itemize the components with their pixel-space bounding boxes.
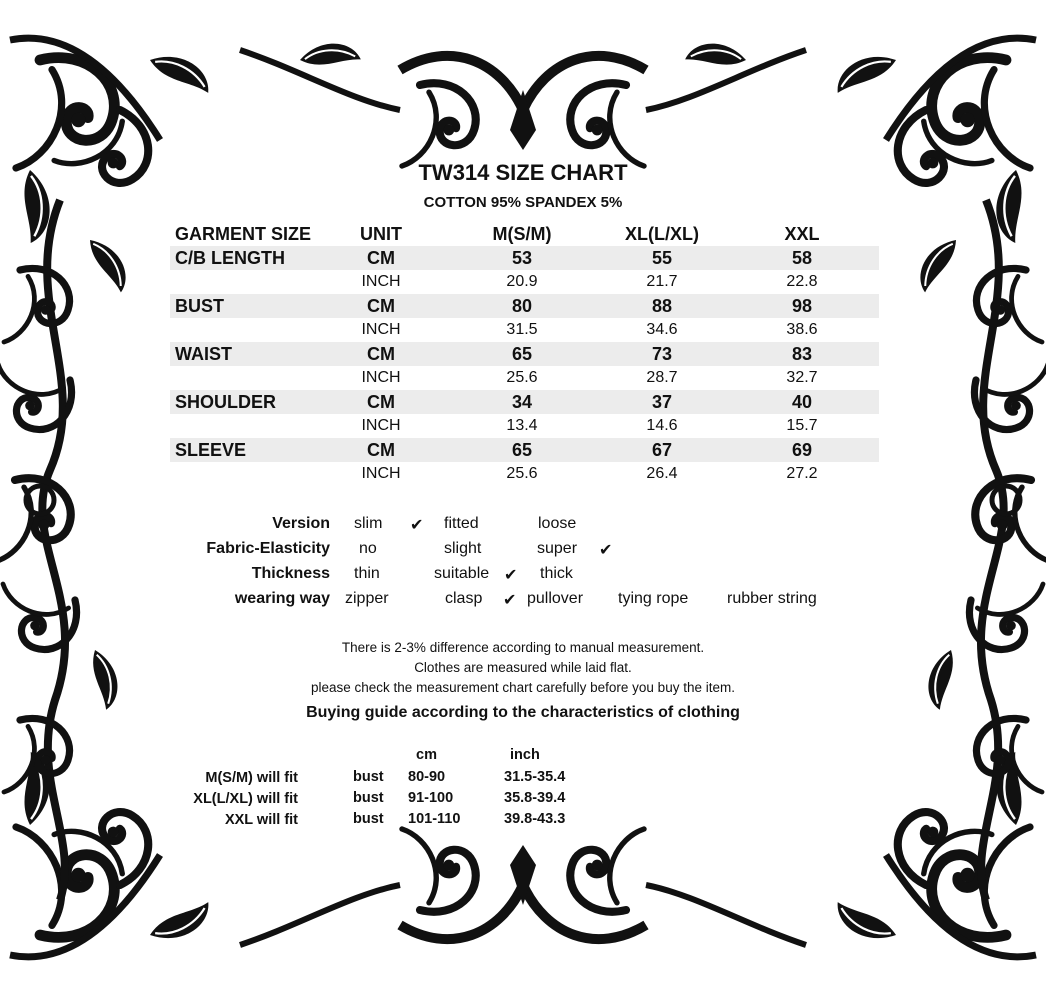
frame-corner-bottom-right (830, 752, 1036, 957)
value-cm: 80 (511, 296, 533, 316)
attr-elasticity-option: slight (444, 540, 482, 557)
value-inch: 31.5 (506, 321, 538, 338)
unit-cm: CM (367, 392, 395, 412)
unit-cm: CM (367, 344, 395, 364)
attr-version-label: Version (272, 515, 330, 532)
value-cm: 69 (791, 440, 813, 460)
attr-wearing-option: pullover (527, 590, 584, 607)
guide-size-label: XXL will fit (224, 812, 298, 828)
guide-range-inch: 35.8-39.4 (504, 790, 566, 806)
value-inch: 26.4 (646, 465, 678, 482)
value-cm: 67 (651, 440, 673, 460)
table-row (170, 414, 879, 438)
check-mark-icon: ✔ (410, 517, 424, 534)
attr-wearing-option: rubber string (727, 590, 817, 607)
guide-header-cm: cm (416, 747, 437, 763)
attr-wearing-option: clasp (445, 590, 483, 607)
attr-thickness-label: Thickness (251, 565, 330, 582)
guide-size-label: M(S/M) will fit (205, 770, 298, 786)
value-cm: 37 (651, 392, 673, 412)
table-row (170, 270, 879, 294)
value-inch: 28.7 (646, 369, 678, 386)
table-header-row (170, 222, 879, 246)
measurement-label: C/B LENGTH (175, 248, 285, 268)
header-garment-size: GARMENT SIZE (175, 224, 312, 244)
attr-wearing-option: zipper (345, 590, 389, 607)
value-cm: 98 (791, 296, 813, 316)
value-inch: 22.8 (786, 273, 818, 290)
guide-range-cm: 101-110 (408, 811, 461, 827)
value-cm: 73 (651, 344, 673, 364)
attr-wearing-label: wearing way (234, 590, 330, 607)
guide-size-label: XL(L/XL) will fit (193, 791, 298, 807)
value-cm: 34 (511, 392, 533, 412)
guide-range-cm: 91-100 (408, 790, 454, 806)
value-cm: 53 (511, 248, 533, 268)
check-mark-icon: ✔ (504, 567, 518, 584)
table-row (170, 294, 879, 318)
value-cm: 88 (651, 296, 673, 316)
guide-range-inch: 39.8-43.3 (504, 811, 566, 827)
value-inch: 38.6 (786, 321, 818, 338)
check-mark-icon: ✔ (503, 592, 517, 609)
value-cm: 65 (511, 440, 533, 460)
attr-version-option: slim (354, 515, 383, 532)
measurement-label: SHOULDER (175, 392, 277, 412)
buying-guide-title: Buying guide according to the characteristics of clothing (306, 704, 740, 721)
measurement-note: Clothes are measured while laid flat. (414, 660, 632, 675)
value-inch: 21.7 (646, 273, 678, 290)
table-row (170, 462, 879, 486)
guide-range-cm: 80-90 (408, 769, 446, 785)
guide-part: bust (353, 811, 384, 827)
unit-inch: INCH (361, 321, 401, 338)
attr-version-option: fitted (444, 515, 479, 532)
attr-thickness-option: suitable (434, 565, 490, 582)
measurement-label: WAIST (175, 344, 232, 364)
attr-thickness-option: thin (354, 565, 380, 582)
attr-elasticity-option: super (537, 540, 578, 557)
fabric-composition: COTTON 95% SPANDEX 5% (423, 194, 623, 211)
unit-inch: INCH (361, 273, 401, 290)
guide-range-inch: 31.5-35.4 (504, 769, 566, 785)
measurement-label: BUST (175, 296, 224, 316)
guide-header-inch: inch (510, 747, 540, 763)
unit-inch: INCH (361, 417, 401, 434)
attr-elasticity-label: Fabric-Elasticity (206, 540, 330, 557)
unit-cm: CM (367, 296, 395, 316)
value-inch: 25.6 (506, 465, 538, 482)
value-inch: 32.7 (786, 369, 818, 386)
unit-cm: CM (367, 248, 395, 268)
table-row (170, 366, 879, 390)
table-row (170, 342, 879, 366)
unit-cm: CM (367, 440, 395, 460)
value-cm: 55 (651, 248, 673, 268)
unit-inch: INCH (361, 369, 401, 386)
value-inch: 34.6 (646, 321, 678, 338)
table-row (170, 390, 879, 414)
value-inch: 15.7 (786, 417, 818, 434)
value-inch: 20.9 (506, 273, 538, 290)
frame-right-vine (909, 200, 1046, 900)
guide-part: bust (353, 790, 384, 806)
check-mark-icon: ✔ (599, 542, 613, 559)
value-cm: 40 (791, 392, 813, 412)
header-size-m: M(S/M) (492, 224, 552, 244)
frame-bottom-center-ornament (240, 829, 806, 945)
chart-title: TW314 SIZE CHART (418, 160, 628, 185)
measurement-label: SLEEVE (175, 440, 247, 460)
table-row (170, 246, 879, 270)
frame-top-center-ornament (240, 39, 806, 166)
measurement-note: There is 2-3% difference according to manual measurement. (341, 640, 705, 655)
value-cm: 83 (791, 344, 813, 364)
attr-version-option: loose (538, 515, 577, 532)
attr-thickness-option: thick (540, 565, 573, 582)
value-inch: 27.2 (786, 465, 818, 482)
attr-elasticity-option: no (359, 540, 377, 557)
measurement-note: please check the measurement chart carefully before you buy the item. (311, 680, 735, 695)
value-cm: 65 (511, 344, 533, 364)
value-inch: 14.6 (646, 417, 678, 434)
value-inch: 25.6 (506, 369, 538, 386)
value-cm: 58 (791, 248, 813, 268)
unit-inch: INCH (361, 465, 401, 482)
table-row (170, 318, 879, 342)
value-inch: 13.4 (506, 417, 538, 434)
header-size-xl: XL(L/XL) (625, 224, 699, 244)
guide-part: bust (353, 769, 384, 785)
header-size-xxl: XXL (784, 224, 820, 244)
frame-corner-top-right (830, 38, 1036, 243)
table-row (170, 438, 879, 462)
frame-corner-top-left (10, 38, 216, 243)
attr-wearing-option: tying rope (618, 590, 689, 607)
header-unit: UNIT (360, 224, 402, 244)
